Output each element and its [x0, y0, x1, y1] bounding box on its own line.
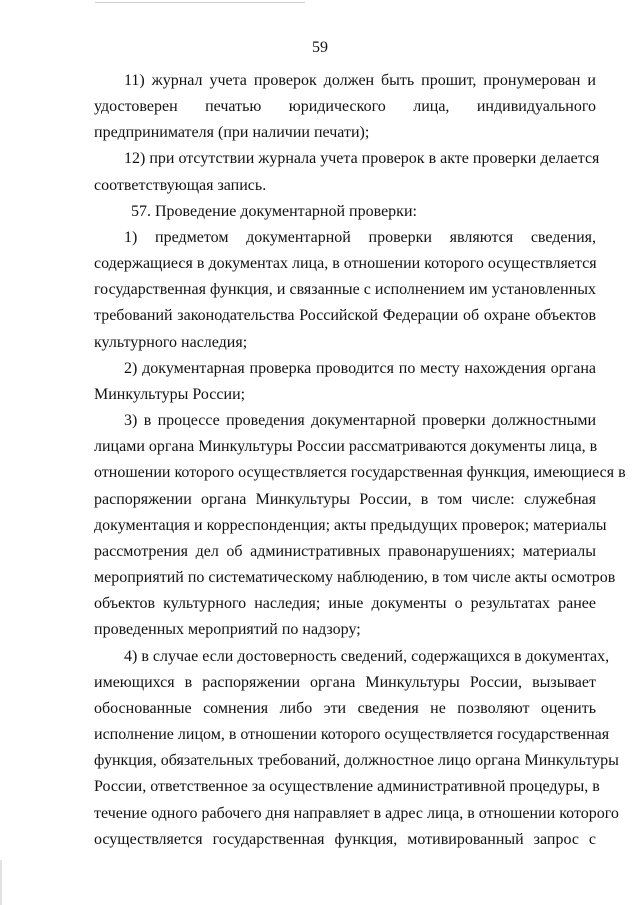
text-line: содержащиеся в документах лица, в отношении которого осуществляется [94, 255, 597, 272]
text-line: Минкультуры России; [94, 386, 246, 403]
text-line: документация и корреспонденция; акты предыдущих проверок; материалы [94, 517, 607, 534]
text-line: исполнение лицом, в отношении которого осуществляется государственная [94, 726, 610, 743]
text-line: удостоверен печатью юридического лица, индивидуального [94, 98, 596, 115]
text-line: течение одного рабочего дня направляет в адрес лица, в отношении которого [94, 805, 619, 822]
text-line: отношении которого осуществляется государственная функция, имеющиеся в [94, 464, 626, 481]
text-line: предпринимателя (при наличии печати); [94, 124, 370, 141]
text-line: функция, обязательных требований, должностное лицо органа Минкультуры [94, 752, 619, 769]
text-line: требований законодательства Российской Федерации об охране объектов [94, 307, 596, 324]
text-line: обоснованные сомнения либо эти сведения не позволяют оценить [94, 700, 596, 717]
text-line: мероприятий по систематическому наблюдению, в том числе акты осмотров [94, 569, 616, 586]
text-line: объектов культурного наследия; иные документы о результатах ранее [94, 595, 596, 612]
text-line: осуществляется государственная функция, мотивированный запрос с [94, 831, 596, 848]
text-line: 12) при отсутствии журнала учета проверок в акте проверки делается [124, 150, 600, 167]
text-line: 11) журнал учета проверок должен быть прошит, пронумерован и [124, 72, 596, 89]
section-heading: 57. Проведение документарной проверки: [131, 203, 417, 220]
page-number: 59 [312, 39, 328, 56]
text-line: рассмотрения дел об административных правонарушениях; материалы [94, 543, 596, 560]
text-line: проведенных мероприятий по надзору; [94, 621, 361, 638]
text-line: распоряжении органа Минкультуры России, в том числе: служебная [94, 491, 596, 508]
text-line: имеющихся в распоряжении органа Минкультуры России, вызывает [94, 674, 596, 691]
text-line: лицами органа Минкультуры России рассматриваются документы лица, в [94, 438, 598, 455]
scan-edge-shadow [0, 860, 2, 905]
text-line: соответствующая запись. [94, 177, 267, 194]
text-line: 2) документарная проверка проводится по месту нахождения органа [124, 360, 596, 377]
text-line: культурного наследия; [94, 334, 248, 351]
text-line: 4) в случае если достоверность сведений, содержащихся в документах, [124, 648, 610, 665]
text-line: 3) в процессе проведения документарной проверки должностными [124, 412, 596, 429]
scan-edge-rule [95, 2, 305, 3]
text-line: 1) предметом документарной проверки являются сведения, [124, 229, 596, 246]
text-line: государственная функция, и связанные с исполнением им установленных [94, 281, 596, 298]
text-line: России, ответственное за осуществление административной процедуры, в [94, 778, 600, 795]
